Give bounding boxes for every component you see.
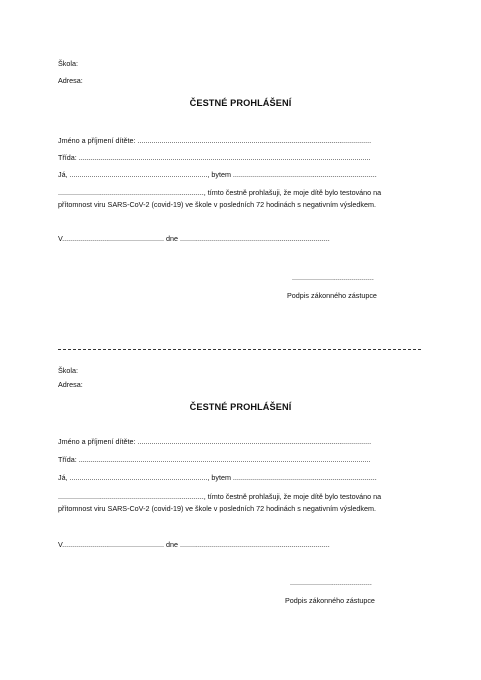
school-label: Škola: — [58, 59, 78, 68]
signature-label: Podpis zákonného zástupce — [285, 596, 375, 605]
statement-line-1: ........................................................................., tímto čestně prohlašuji, že moje dítě bylo testováno na — [58, 492, 382, 501]
signature-label: Podpis zákonného zástupce — [287, 291, 377, 300]
declaration-form-1 — [0, 0, 481, 300]
child-name-field: Jméno a příjmení dítěte: ..................................................................................................................... — [58, 437, 372, 446]
statement-line-1: ........................................................................., tímto čestně prohlašuji, že moje dítě bylo testováno na — [58, 188, 382, 197]
form-title: ČESTNÉ PROHLÁŠENÍ — [189, 402, 292, 412]
child-name-field: Jméno a příjmení dítěte: ..................................................................................................................... — [58, 136, 372, 145]
declaration-form-2 — [0, 309, 481, 609]
declarant-field: Já, ....................................................................., bytem ........................................................................ — [58, 473, 377, 482]
form-title: ČESTNÉ PROHLÁŠENÍ — [189, 98, 292, 108]
place-date-field: V................................................... dne ........................................................................... — [58, 540, 330, 549]
signature-line: ......................................... — [292, 273, 374, 282]
address-label: Adresa: — [58, 380, 83, 389]
class-field: Třída: .................................................................................................................................................. — [58, 455, 371, 464]
statement-line-2: přítomnost viru SARS-CoV-2 (covid-19) ve škole v posledních 72 hodinách s negativním výsledkem. — [58, 504, 376, 513]
place-date-field: V................................................... dne ........................................................................... — [58, 234, 330, 243]
statement-line-2: přítomnost viru SARS-CoV-2 (covid-19) ve škole v posledních 72 hodinách s negativním výsledkem. — [58, 200, 376, 209]
address-label: Adresa: — [58, 76, 83, 85]
class-field: Třída: .................................................................................................................................................. — [58, 153, 371, 162]
signature-line: ......................................... — [290, 578, 372, 587]
declarant-field: Já, ....................................................................., bytem ........................................................................ — [58, 170, 377, 179]
school-label: Škola: — [58, 366, 78, 375]
